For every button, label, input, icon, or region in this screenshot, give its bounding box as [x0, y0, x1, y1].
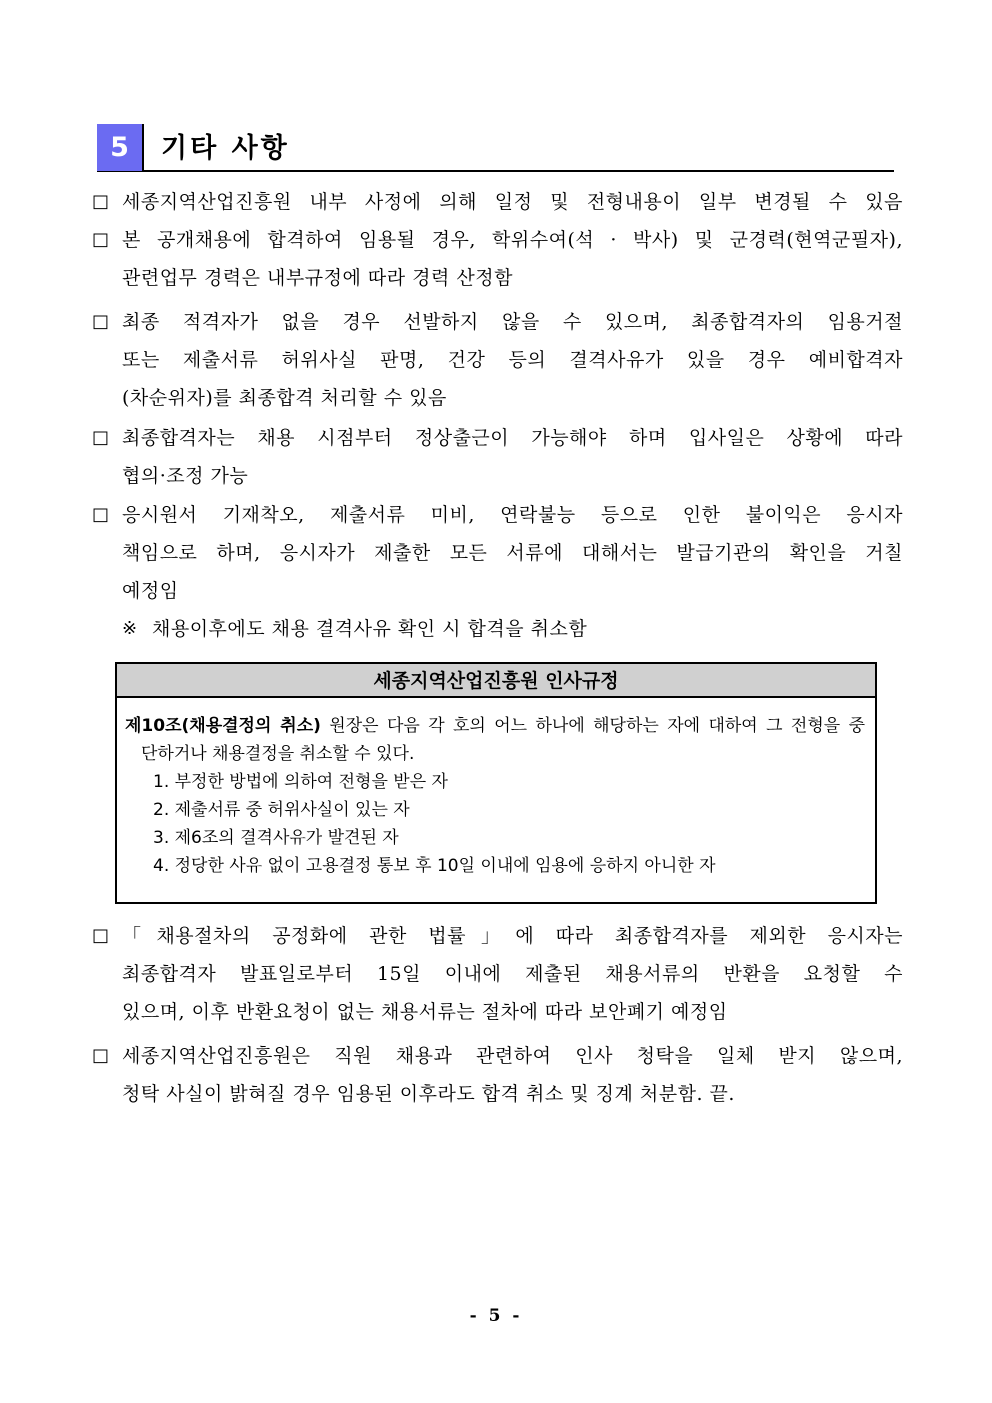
bullet-line: 세종지역산업진흥원은 직원 채용과 관련하여 인사 청탁을 일체 받지 않으며,: [122, 1045, 903, 1067]
bullet-item: [92, 303, 903, 417]
checkbox-square-icon: □: [92, 504, 110, 525]
bullet-item: [92, 496, 903, 610]
reference-mark-icon: ※: [122, 618, 138, 639]
checkbox-square-icon: □: [92, 191, 110, 212]
checkbox-square-icon: □: [92, 925, 110, 946]
document-body: [92, 174, 903, 1113]
bullet-line: 예정임: [122, 580, 179, 602]
bullet-line: 또는 제출서류 허위사실 판명, 건강 등의 결격사유가 있을 경우 예비합격자: [122, 349, 903, 371]
note-text: 채용이후에도 채용 결격사유 확인 시 합격을 취소함: [152, 618, 588, 640]
regulation-article-text: 원장은 다음 각 호의 어느 하나에 해당하는 자에 대하여 그 전형을 중: [320, 716, 865, 736]
bullet-line: 관련업무 경력은 내부규정에 따라 경력 산정함: [122, 267, 513, 289]
regulation-item: 2. 제출서류 중 허위사실이 있는 자: [153, 800, 410, 820]
checkbox-square-icon: □: [92, 1045, 110, 1066]
bullet-line: 최종 적격자가 없을 경우 선발하지 않을 수 있으며, 최종합격자의 임용거절: [122, 311, 903, 333]
page-number: - 5 -: [469, 1306, 523, 1326]
bullet-line: 있으며, 이후 반환요청이 없는 채용서류는 절차에 따라 보안폐기 예정임: [122, 1001, 728, 1023]
bullet-line: 「채용절차의 공정화에 관한 법률」에 따라 최종합격자를 제외한 응시자는: [122, 925, 903, 947]
regulation-box: [115, 662, 877, 904]
bullet-line: 협의·조정 가능: [122, 465, 249, 487]
bullet-item: [92, 917, 903, 1031]
section-title: 기타 사항: [161, 133, 290, 164]
regulation-item: 4. 정당한 사유 없이 고용결정 통보 후 10일 이내에 임용에 응하지 아니한 자: [153, 856, 716, 876]
bullet-line: 책임으로 하며, 응시자가 제출한 모든 서류에 대해서는 발급기관의 확인을 거칠: [122, 542, 903, 564]
bullet-line: 본 공개채용에 합격하여 임용될 경우, 학위수여(석 · 박사) 및 군경력(현역군필자),: [122, 229, 903, 251]
section-header: [97, 125, 894, 172]
regulation-article-title: 제10조(채용결정의 취소): [125, 716, 321, 736]
bullet-line: 최종합격자는 채용 시점부터 정상출근이 가능해야 하며 입사일은 상황에 따라: [122, 427, 903, 449]
bullet-item: [92, 419, 903, 495]
bullet-item: [92, 221, 903, 297]
regulation-article-line: [125, 712, 865, 740]
bullet-line: (차순위자)를 최종합격 처리할 수 있음: [122, 387, 447, 409]
bullet-line: 청탁 사실이 밝혀질 경우 임용된 이후라도 합격 취소 및 징계 처분함. 끝.: [122, 1083, 735, 1105]
section-number-badge: 5: [97, 124, 144, 171]
checkbox-square-icon: □: [92, 229, 110, 250]
regulation-item: 1. 부정한 방법에 의하여 전형을 받은 자: [153, 772, 448, 792]
checkbox-square-icon: □: [92, 311, 110, 332]
regulation-box-header: 세종지역산업진흥원 인사규정: [117, 664, 875, 698]
regulation-box-body: [117, 698, 875, 902]
bullet-line: 최종합격자 발표일로부터 15일 이내에 제출된 채용서류의 반환을 요청할 수: [122, 963, 903, 985]
bullet-line: 응시원서 기재착오, 제출서류 미비, 연락불능 등으로 인한 불이익은 응시자: [122, 504, 903, 526]
bullet-line: 세종지역산업진흥원 내부 사정에 의해 일정 및 전형내용이 일부 변경될 수 있음: [122, 191, 903, 213]
regulation-article-continuation: 단하거나 채용결정을 취소할 수 있다.: [141, 744, 415, 764]
bullet-item: [92, 1037, 903, 1113]
bullet-item: [92, 183, 903, 221]
regulation-item: 3. 제6조의 결격사유가 발견된 자: [153, 828, 399, 848]
checkbox-square-icon: □: [92, 427, 110, 448]
reference-note: [122, 610, 903, 648]
